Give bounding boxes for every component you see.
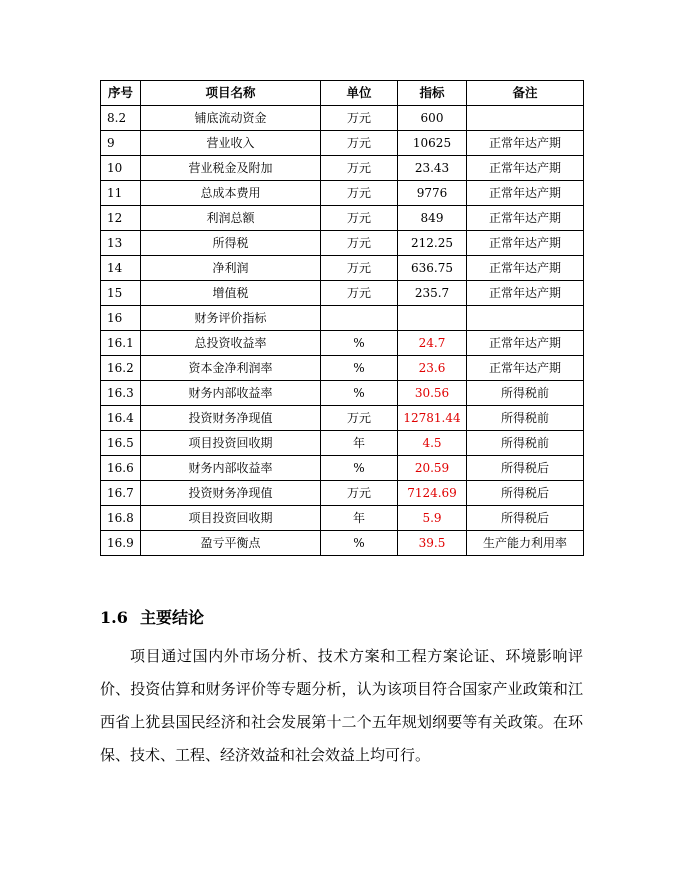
cell-note: 正常年达产期	[467, 181, 584, 206]
cell-item-name: 总投资收益率	[141, 331, 321, 356]
cell-unit: 年	[321, 431, 398, 456]
cell-unit: 万元	[321, 406, 398, 431]
cell-unit: %	[321, 531, 398, 556]
cell-item-name: 财务内部收益率	[141, 381, 321, 406]
cell-serial: 16.4	[101, 406, 141, 431]
section-heading	[100, 606, 204, 630]
header-note: 备注	[467, 81, 584, 106]
cell-serial: 16.1	[101, 331, 141, 356]
table-header-row	[101, 81, 584, 106]
cell-serial: 16.5	[101, 431, 141, 456]
cell-item-name: 项目投资回收期	[141, 506, 321, 531]
cell-serial: 16.6	[101, 456, 141, 481]
cell-note	[467, 306, 584, 331]
cell-item-name: 铺底流动资金	[141, 106, 321, 131]
cell-serial: 16.9	[101, 531, 141, 556]
table-row	[101, 506, 584, 531]
cell-value: 30.56	[398, 381, 467, 406]
cell-unit: 万元	[321, 231, 398, 256]
table-row	[101, 406, 584, 431]
cell-serial: 9	[101, 131, 141, 156]
cell-serial: 11	[101, 181, 141, 206]
cell-unit	[321, 306, 398, 331]
cell-item-name: 投资财务净现值	[141, 406, 321, 431]
cell-unit: 万元	[321, 281, 398, 306]
header-item-name: 项目名称	[141, 81, 321, 106]
cell-serial: 8.2	[101, 106, 141, 131]
table-row	[101, 181, 584, 206]
cell-value: 7124.69	[398, 481, 467, 506]
cell-unit: %	[321, 331, 398, 356]
cell-unit: 万元	[321, 156, 398, 181]
cell-note: 所得税前	[467, 431, 584, 456]
cell-serial: 13	[101, 231, 141, 256]
cell-note: 所得税前	[467, 406, 584, 431]
cell-unit: %	[321, 381, 398, 406]
cell-note: 正常年达产期	[467, 331, 584, 356]
cell-value: 12781.44	[398, 406, 467, 431]
table-row	[101, 306, 584, 331]
section-number: 1.6	[100, 608, 128, 627]
cell-value: 235.7	[398, 281, 467, 306]
cell-item-name: 营业收入	[141, 131, 321, 156]
cell-value: 212.25	[398, 231, 467, 256]
cell-value: 23.43	[398, 156, 467, 181]
cell-value: 5.9	[398, 506, 467, 531]
cell-note: 所得税后	[467, 481, 584, 506]
cell-serial: 15	[101, 281, 141, 306]
cell-note: 所得税后	[467, 506, 584, 531]
cell-value: 4.5	[398, 431, 467, 456]
cell-value: 39.5	[398, 531, 467, 556]
cell-value: 24.7	[398, 331, 467, 356]
table-row	[101, 156, 584, 181]
cell-note: 正常年达产期	[467, 206, 584, 231]
cell-note: 正常年达产期	[467, 256, 584, 281]
cell-item-name: 财务内部收益率	[141, 456, 321, 481]
cell-value	[398, 306, 467, 331]
cell-item-name: 增值税	[141, 281, 321, 306]
cell-unit: 万元	[321, 481, 398, 506]
table-row	[101, 131, 584, 156]
table-row	[101, 106, 584, 131]
cell-serial: 16.7	[101, 481, 141, 506]
table-row	[101, 531, 584, 556]
header-serial: 序号	[101, 81, 141, 106]
cell-unit: 万元	[321, 206, 398, 231]
cell-item-name: 财务评价指标	[141, 306, 321, 331]
table-row	[101, 256, 584, 281]
cell-serial: 16.3	[101, 381, 141, 406]
cell-item-name: 资本金净利润率	[141, 356, 321, 381]
section-title: 主要结论	[140, 608, 205, 627]
cell-serial: 14	[101, 256, 141, 281]
header-unit: 单位	[321, 81, 398, 106]
cell-item-name: 所得税	[141, 231, 321, 256]
cell-serial: 10	[101, 156, 141, 181]
cell-unit: 万元	[321, 256, 398, 281]
cell-note: 正常年达产期	[467, 281, 584, 306]
cell-value: 20.59	[398, 456, 467, 481]
table-row	[101, 381, 584, 406]
cell-unit: %	[321, 356, 398, 381]
cell-value: 9776	[398, 181, 467, 206]
cell-note	[467, 106, 584, 131]
cell-item-name: 盈亏平衡点	[141, 531, 321, 556]
cell-item-name: 利润总额	[141, 206, 321, 231]
cell-serial: 16.8	[101, 506, 141, 531]
table-row	[101, 281, 584, 306]
table-row	[101, 231, 584, 256]
cell-item-name: 净利润	[141, 256, 321, 281]
cell-note: 正常年达产期	[467, 356, 584, 381]
cell-unit: 万元	[321, 106, 398, 131]
table-row	[101, 481, 584, 506]
table-row	[101, 331, 584, 356]
cell-note: 生产能力利用率	[467, 531, 584, 556]
indicator-table	[100, 80, 584, 556]
cell-item-name: 营业税金及附加	[141, 156, 321, 181]
cell-note: 所得税后	[467, 456, 584, 481]
cell-note: 正常年达产期	[467, 231, 584, 256]
cell-value: 849	[398, 206, 467, 231]
cell-value: 10625	[398, 131, 467, 156]
cell-serial: 16.2	[101, 356, 141, 381]
cell-serial: 12	[101, 206, 141, 231]
cell-value: 23.6	[398, 356, 467, 381]
cell-unit: 万元	[321, 131, 398, 156]
cell-note: 所得税前	[467, 381, 584, 406]
cell-note: 正常年达产期	[467, 131, 584, 156]
table-row	[101, 206, 584, 231]
cell-item-name: 投资财务净现值	[141, 481, 321, 506]
cell-value: 636.75	[398, 256, 467, 281]
table-row	[101, 356, 584, 381]
cell-unit: 万元	[321, 181, 398, 206]
conclusion-paragraph: 项目通过国内外市场分析、技术方案和工程方案论证、环境影响评价、投资估算和财务评价等专题分析，认为该项目符合国家产业政策和江西省上犹县国民经济和社会发展第十二个五年规划纲要等有关政策。在环保、技术、工程、经济效益和社会效益上均可行。	[100, 647, 583, 764]
cell-note: 正常年达产期	[467, 156, 584, 181]
table-row	[101, 431, 584, 456]
cell-item-name: 项目投资回收期	[141, 431, 321, 456]
table-row	[101, 456, 584, 481]
table-body	[101, 106, 584, 556]
cell-unit: %	[321, 456, 398, 481]
header-value: 指标	[398, 81, 467, 106]
cell-unit: 年	[321, 506, 398, 531]
cell-value: 600	[398, 106, 467, 131]
cell-serial: 16	[101, 306, 141, 331]
cell-item-name: 总成本费用	[141, 181, 321, 206]
